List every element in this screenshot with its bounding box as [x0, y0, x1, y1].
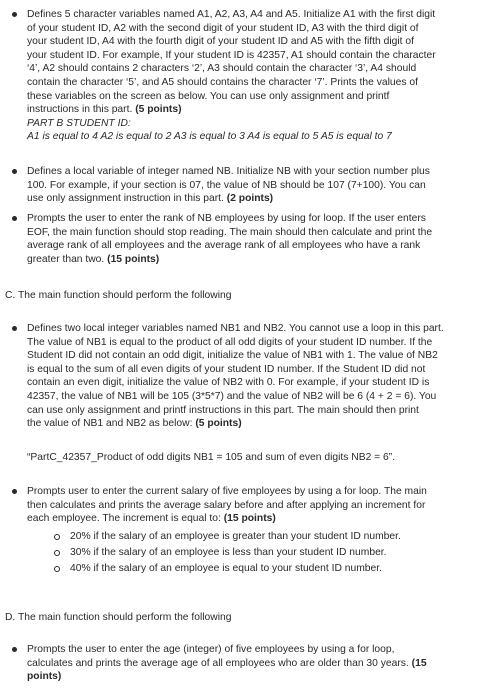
- list-item-age-loop: [27, 643, 481, 684]
- bullet-icon: [12, 647, 17, 652]
- text-line: of your student ID, A2 with the second digit of your student ID, A3 with the third digit of: [27, 22, 419, 34]
- text-fragment: the value of NB1 and NB2 as below:: [27, 418, 193, 430]
- list-item-rank-loop: [27, 212, 481, 266]
- bullet-icon: [12, 216, 17, 221]
- example-label: PART B STUDENT ID:: [27, 117, 131, 129]
- text-line: Defines two local integer variables named NB1 and NB2. You cannot use a loop in this part.: [27, 323, 444, 334]
- bullet-icon: [12, 12, 17, 17]
- list-item-salary-loop: [27, 485, 481, 526]
- text-line: these variables on the screen as below. You can use only assignment and printf: [27, 90, 390, 102]
- points-label: (5 points): [135, 104, 182, 116]
- text-line: [27, 192, 481, 206]
- text-line: Defines 5 character variables named A1, A2, A3, A4 and A5. Initialize A1 with the first digit: [27, 9, 436, 20]
- text-line: 100. For example, if your section is 07, the value of NB should be 107 (7+100). You can: [27, 179, 426, 191]
- points-label: (15 points): [223, 513, 276, 525]
- text-line: then calculates and prints the average salary before and after applying an increment for: [27, 499, 426, 511]
- text-line: EOF, the main function should stop reading. The main should then calculate and print the: [27, 226, 433, 238]
- points-label: (15: [411, 657, 427, 669]
- text-line: Defines a local variable of integer named NB. Initialize NB with your section number plus: [27, 166, 430, 177]
- text-line: [27, 417, 481, 431]
- text-line: [27, 512, 481, 526]
- example-output-quote: “PartC_42357_Product of odd digits NB1 = 105 and sum of even digits NB2 = 6”.: [27, 452, 396, 463]
- text-line: ‘4’, A2 should contains 2 characters ‘2’, A3 should contain the character ‘3’, A4 should: [27, 63, 417, 75]
- bullet-icon: [12, 326, 17, 331]
- text-line: average rank of all employees and the average rank of all employees who have a rank: [27, 240, 421, 252]
- text-line: Prompts the user to enter the rank of NB employees by using for loop. If the user enters: [27, 213, 426, 224]
- text-fragment: each employee. The increment is equal to:: [27, 513, 221, 525]
- text-line: 42357, the value of NB1 will be 105 (3*5*7) and the value of NB2 will be 6 (4 + 2 = 6). You: [27, 390, 437, 402]
- sub-item-greater: [70, 530, 401, 544]
- text-line: your student ID. For example, If your student ID is 42357, A1 should contain the character: [27, 49, 436, 61]
- text-fragment: instructions in this part.: [27, 104, 133, 116]
- list-item-define-char-vars: [27, 8, 481, 144]
- section-c-heading: C. The main function should perform the following: [5, 290, 232, 301]
- text-line: is equal to the sum of all even digits of your student ID number. If the Student ID did not: [27, 363, 426, 375]
- sub-item-text: 40% if the salary of an employee is equal to your student ID number.: [70, 563, 382, 574]
- points-label: (15 points): [107, 253, 160, 265]
- text-line: can use only assignment and printf instructions in this part. The main should then print: [27, 404, 419, 416]
- circle-bullet-icon: [54, 566, 60, 572]
- text-fragment: calculates and prints the average age of all employees who are older than 30 years.: [27, 657, 409, 669]
- text-line: your student ID, A4 with the fourth digit of your student ID and A5 with the fifth digit of: [27, 36, 414, 48]
- text-fragment: greater than two.: [27, 253, 105, 265]
- text-line: Prompts user to enter the current salary of five employees by using a for loop. The main: [27, 486, 427, 497]
- example-output: A1 is equal to 4 A2 is equal to 2 A3 is equal to 3 A4 is equal to 5 A5 is equal to 7: [27, 131, 392, 143]
- section-d-heading: D. The main function should perform the following: [5, 612, 232, 623]
- list-item-nb1-nb2: [27, 322, 481, 431]
- circle-bullet-icon: [54, 534, 60, 540]
- bullet-icon: [12, 489, 17, 494]
- text-line: [27, 253, 481, 267]
- circle-bullet-icon: [54, 550, 60, 556]
- text-line: The value of NB1 is equal to the product of all odd digits of your student ID number. If the: [27, 336, 433, 348]
- points-label: points): [27, 671, 62, 683]
- text-line: contain the character ‘5’, and A5 should contains the character ‘7’. Prints the values of: [27, 76, 418, 88]
- text-fragment: use only assignment instruction in this part.: [27, 193, 224, 205]
- text-line: Prompts the user to enter the age (integer) of five employees by using a for loop,: [27, 644, 395, 655]
- text-line: [27, 657, 481, 671]
- text-line: contain an even digit, initialize the value of NB2 with 0. For example, if your student ID is: [27, 377, 430, 389]
- bullet-icon: [12, 169, 17, 174]
- text-line: [27, 103, 481, 117]
- sub-item-text: 30% if the salary of an employee is less than your student ID number.: [70, 547, 387, 558]
- text-line: Student ID did not contain an odd digit, initialize the value of NB1 with 1. The value of NB2: [27, 350, 438, 362]
- list-item-define-nb: [27, 165, 481, 206]
- sub-item-equal: [70, 562, 382, 576]
- points-label: (2 points): [226, 193, 274, 205]
- sub-item-less: [70, 546, 387, 560]
- points-label: (5 points): [195, 418, 242, 430]
- sub-item-text: 20% if the salary of an employee is greater than your student ID number.: [70, 531, 401, 542]
